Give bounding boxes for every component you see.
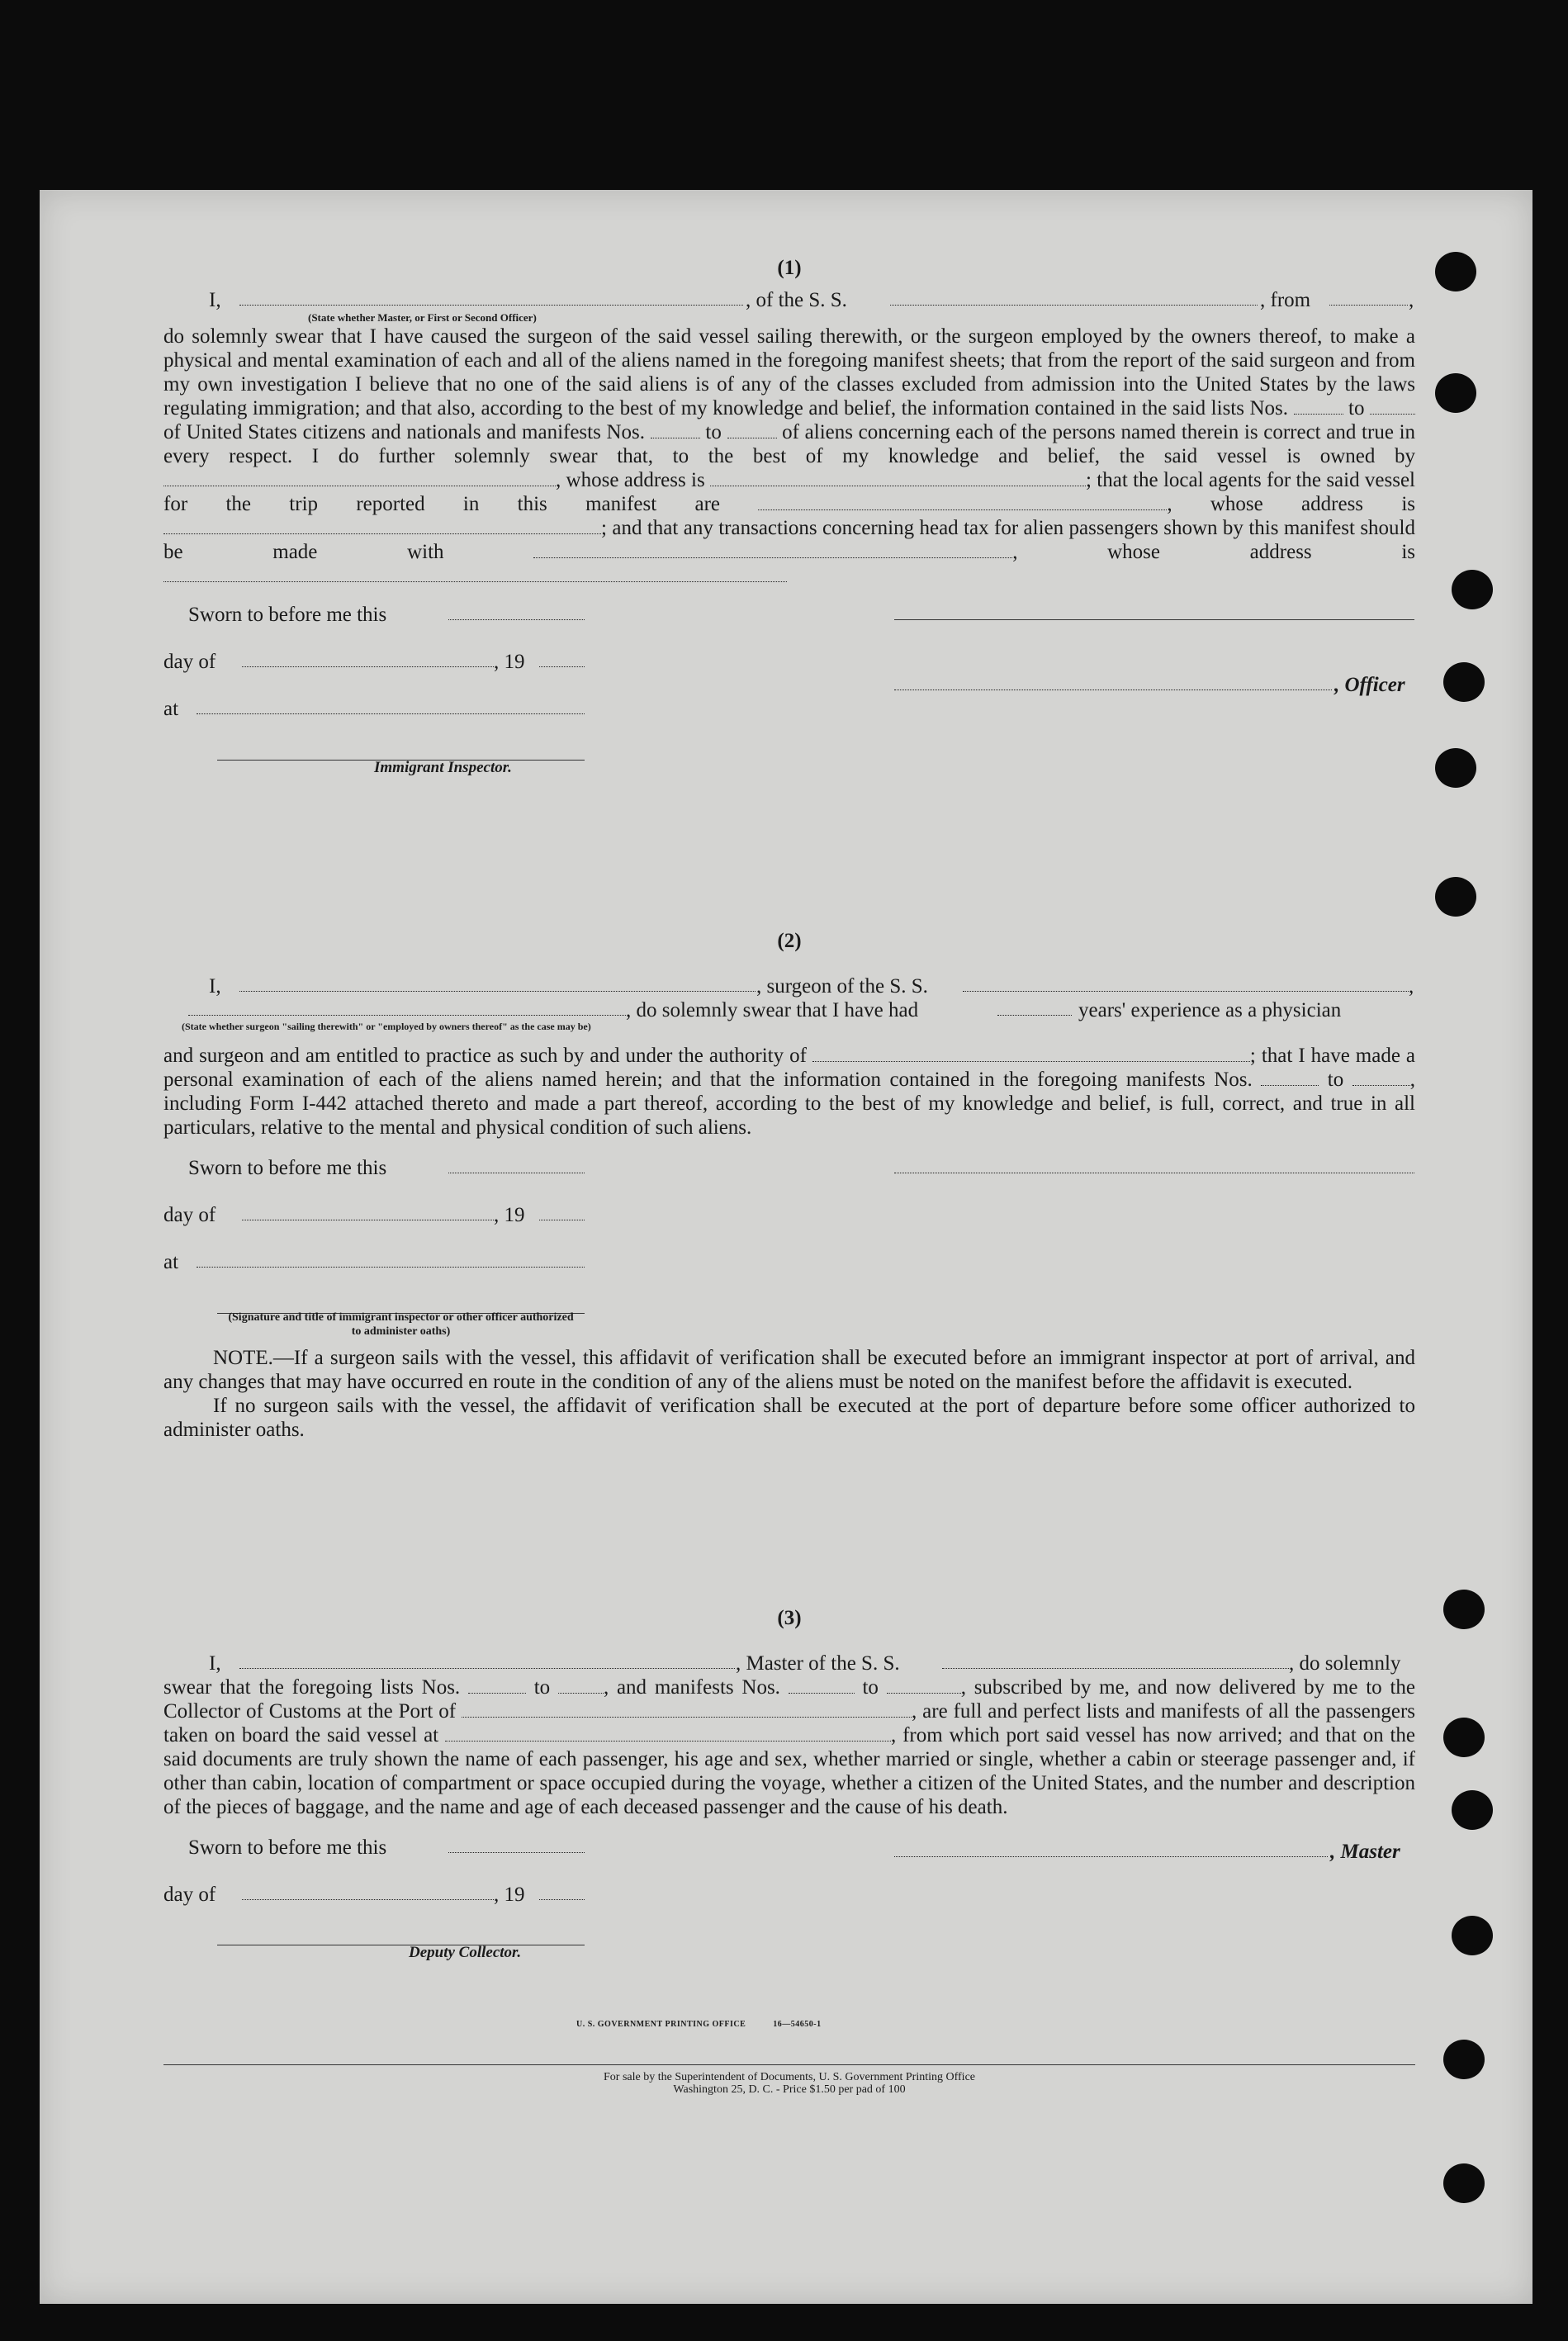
sale-notice: For sale by the Superintendent of Documents, U. S. Government Printing Office Washington 25, D. C. - Price $1.50 per pad of 100 bbox=[604, 2071, 975, 2096]
master-label: , Master bbox=[1330, 1841, 1400, 1863]
section-1: (1) I, , of the S. S. , from , (State whether Master, or First or Second Officer) do solemnly swear that I have caused the surgeon of the said vessel sailing therewith, or the surgeon employed by the owners thereof, to make a physical and mental examination of each and all of the aliens named in the foregoing manifest sheets; that from the report of the said surgeon and from my own investigation I believe that no one of the said aliens is of any of the classes excluded from admission into the United States by the laws regulating immigration; and that also, according to the best of my knowledge and belief, the information contained in the said lists Nos. to of United States citizens and nationals and manifests Nos. to of aliens concerning each of the persons named therein is correct and true in every respect. I do further solemnly swear that, to the best of my knowledge and belief, the said vessel is owned by , whose address is ; that the local agents for the said vessel for the trip reported in this manifest are , whose address is ; and that any transactions concerning head tax for alien passengers shown by this manifest should be made with , whose address is Sworn to before me this day of , 19 , Officer at Immigrant Inspector. bbox=[163, 256, 1415, 793]
sworn-label: Sworn to before me this bbox=[188, 604, 387, 626]
officer-label: , Officer bbox=[1334, 674, 1405, 696]
day-of-field[interactable] bbox=[242, 650, 494, 667]
local-agents-field[interactable] bbox=[758, 493, 1167, 510]
binder-hole bbox=[1435, 748, 1476, 788]
inspector-label: Immigrant Inspector. bbox=[374, 759, 512, 776]
binder-hole bbox=[1443, 2040, 1485, 2079]
surgeon-ship-field[interactable] bbox=[963, 974, 1409, 992]
officer-caption: (State whether Master, or First or Second Officer) bbox=[308, 311, 537, 324]
binder-hole bbox=[1443, 662, 1485, 702]
footer-rule bbox=[163, 2064, 1415, 2065]
section-3-body: swear that the foregoing lists Nos. to , and manifests Nos. to , subscribed by me, and now delivered by me to the Collector of Customs at the Port of , are full and perfect lists and manifests of all the passengers taken on board the said vessel at , from which port said vessel has now arrived; and that on the said documents are truly shown the name of each passenger, his age and sex, whether married or single, whether a cabin or steerage passenger and, if other than cabin, location of compartment or space occupied during the voyage, whether a citizen of the United States, and the number and description of the pieces of baggage, and the name and age of each deceased passenger and the cause of his death. bbox=[163, 1676, 1416, 1818]
surgeon-manifests-from-field[interactable] bbox=[1261, 1069, 1319, 1086]
manifests-from-field[interactable] bbox=[651, 421, 700, 438]
port-of-arrival-field[interactable] bbox=[462, 1700, 912, 1718]
at-field[interactable] bbox=[197, 697, 585, 714]
note-paragraph-2: If no surgeon sails with the vessel, the affidavit of verification shall be executed at the port of departure before some officer authorized to administer oaths. bbox=[163, 1395, 1415, 1441]
binder-hole bbox=[1443, 1590, 1485, 1629]
section-2-body: and surgeon and am entitled to practice as such by and under the authority of ; that I have made a personal examination of each of the aliens named herein; and that the information contained in the foregoing manifests Nos. to , including Form I-442 attached thereto and made a part thereof, according to the best of my knowledge and belief, is full, correct, and true in all particulars, relative to the mental and physical condition of such aliens. bbox=[163, 1045, 1416, 1139]
year-field[interactable] bbox=[539, 650, 585, 667]
ship-name-field[interactable] bbox=[890, 288, 1258, 306]
collector-signature-line[interactable] bbox=[217, 1928, 585, 1945]
master-sworn-date-field[interactable] bbox=[448, 1836, 585, 1853]
head-tax-address-field[interactable] bbox=[163, 565, 787, 582]
surgeon-day-of-field[interactable] bbox=[242, 1203, 494, 1220]
section-2: (2) I, , surgeon of the S. S. , , do solemnly swear that I have had years' experience as a physician (State whether surgeon "sailing therewith" or "employed by owners thereof" as the case may be) and surgeon and am entitled to practice as such by and under the authority of ; that I have made a personal examination of each of the aliens named herein; and that the information contained in the foregoing manifests Nos. to , including Form I-442 attached thereto and made a part thereof, according to the best of my knowledge and belief, is full, correct, and true in all particulars, relative to the mental and physical condition of such aliens. Sworn to before me this day of , 19 at (Signature and title of immigrant inspector or other officer authorized to administer oaths) NOTE.—If a surgeon sails with the vessel, this affidavit of verification shall be executed before an immigrant inspector at port of arrival, and any changes that may have occurred en route in the condition of any of the aliens must be noted on the manifest before the affidavit is executed. If no surgeon sails with the vessel, the affidavit of verification shall be executed at the port of departure before some officer authorized to administer oaths. bbox=[163, 930, 1416, 1441]
manifests-to-field[interactable] bbox=[727, 421, 777, 438]
master-ship-field[interactable] bbox=[942, 1651, 1289, 1669]
surgeon-signature-line[interactable] bbox=[894, 1156, 1414, 1173]
note-label: NOTE. bbox=[213, 1347, 273, 1369]
master-day-of-field[interactable] bbox=[242, 1883, 494, 1900]
sworn-date-field[interactable] bbox=[448, 603, 585, 620]
section-1-i: I, bbox=[209, 289, 221, 311]
owner-field[interactable] bbox=[163, 469, 556, 486]
surgeon-year-field[interactable] bbox=[539, 1203, 585, 1220]
authority-field[interactable] bbox=[812, 1045, 1250, 1062]
surgeon-of-ss-label: , surgeon of the S. S. bbox=[756, 975, 928, 998]
signature-caption: (Signature and title of immigrant inspector or other officer authorized to administer oaths) bbox=[228, 1311, 574, 1338]
officer-title-line[interactable] bbox=[894, 673, 1332, 690]
gpo-imprint: U. S. GOVERNMENT PRINTING OFFICE 16—54650-1 bbox=[576, 2020, 822, 2029]
binder-hole bbox=[1435, 252, 1476, 291]
master-name-field[interactable] bbox=[239, 1651, 735, 1669]
surgeon-sworn-date-field[interactable] bbox=[448, 1156, 585, 1173]
surgeon-caption: (State whether surgeon "sailing therewith" or "employed by owners thereof" as the case may be) bbox=[182, 1021, 591, 1032]
from-label: , from bbox=[1260, 289, 1311, 311]
owner-address-field[interactable] bbox=[710, 469, 1086, 486]
surgeon-status-field[interactable] bbox=[188, 998, 626, 1016]
surgeon-manifests-to-field[interactable] bbox=[1352, 1069, 1410, 1086]
day-of-label: day of bbox=[163, 651, 216, 673]
port-of-embarkation-field[interactable] bbox=[445, 1724, 891, 1742]
section-3-number: (3) bbox=[777, 1607, 802, 1629]
agents-address-field[interactable] bbox=[163, 517, 601, 534]
binder-hole bbox=[1435, 877, 1476, 917]
note-paragraph: NOTE.—If a surgeon sails with the vessel, this affidavit of verification shall be executed before an immigrant inspector at port of arrival, and any changes that may have occurred en route in the condition of any of the aliens must be noted on the manifest before the affidavit is executed. bbox=[163, 1347, 1415, 1393]
section-1-number: (1) bbox=[777, 257, 802, 279]
binder-hole bbox=[1435, 373, 1476, 413]
form-sheet bbox=[40, 190, 1532, 2304]
head-tax-party-field[interactable] bbox=[533, 541, 1012, 558]
at-label: at bbox=[163, 698, 179, 720]
binder-hole bbox=[1452, 570, 1493, 609]
master-of-ss-label: , Master of the S. S. bbox=[736, 1652, 900, 1675]
years-experience-field[interactable] bbox=[997, 998, 1072, 1016]
officer-name-field[interactable] bbox=[239, 288, 743, 306]
binder-hole bbox=[1443, 2163, 1485, 2203]
binder-hole bbox=[1443, 1718, 1485, 1757]
section-1-body: do solemnly swear that I have caused the surgeon of the said vessel sailing therewith, or the surgeon employed by the owners thereof, to make a physical and mental examination of each and all of the aliens named in the foregoing manifest sheets; that from the report of the said surgeon and from my own investigation I believe that no one of the said aliens is of any of the classes excluded from admission into the United States by the laws regulating immigration; and that also, according to the best of my knowledge and belief, the information contained in the said lists Nos. to of United States citizens and nationals and manifests Nos. to of aliens concerning each of the persons named therein is correct and true in every respect. I do further solemnly swear that, to the best of my knowledge and belief, the said vessel is owned by , whose address is ; that the local agents for the said vessel for the trip reported in this manifest are , whose address is ; and that any transactions concerning head tax for alien passengers shown by this manifest should be made with , whose address is bbox=[163, 325, 1415, 588]
officer-signature-line[interactable] bbox=[894, 603, 1414, 620]
surgeon-at-field[interactable] bbox=[197, 1250, 585, 1268]
binder-hole bbox=[1452, 1790, 1493, 1830]
lists-from-field[interactable] bbox=[1294, 397, 1343, 415]
collector-label: Deputy Collector. bbox=[409, 1944, 522, 1961]
section-2-number: (2) bbox=[777, 930, 802, 952]
of-the-ss-label: , of the S. S. bbox=[746, 289, 847, 311]
master-year-field[interactable] bbox=[539, 1883, 585, 1900]
binder-hole bbox=[1452, 1916, 1493, 1955]
master-signature-line[interactable] bbox=[894, 1840, 1328, 1857]
section-3: (3) I, , Master of the S. S. , do solemnly swear that the foregoing lists Nos. to , and manifests Nos. to , subscribed by me, and now delivered by me to the Collector of Customs at the Port of , are full and perfect lists and manifests of all the passengers taken on board the said vessel at , from which port said vessel has now arrived; and that on the said documents are truly shown the name of each passenger, his age and sex, whether married or single, whether a cabin or steerage passenger and, if other than cabin, location of compartment or space occupied during the voyage, whether a citizen of the United States, and the number and description of the pieces of baggage, and the name and age of each deceased passenger and the cause of his death. Sworn to before me this , Master day of , 19 Deputy Collector. bbox=[163, 1606, 1415, 1976]
surgeon-name-field[interactable] bbox=[239, 974, 756, 992]
lists-to-field[interactable] bbox=[1370, 397, 1415, 415]
from-port-field[interactable] bbox=[1329, 288, 1408, 306]
